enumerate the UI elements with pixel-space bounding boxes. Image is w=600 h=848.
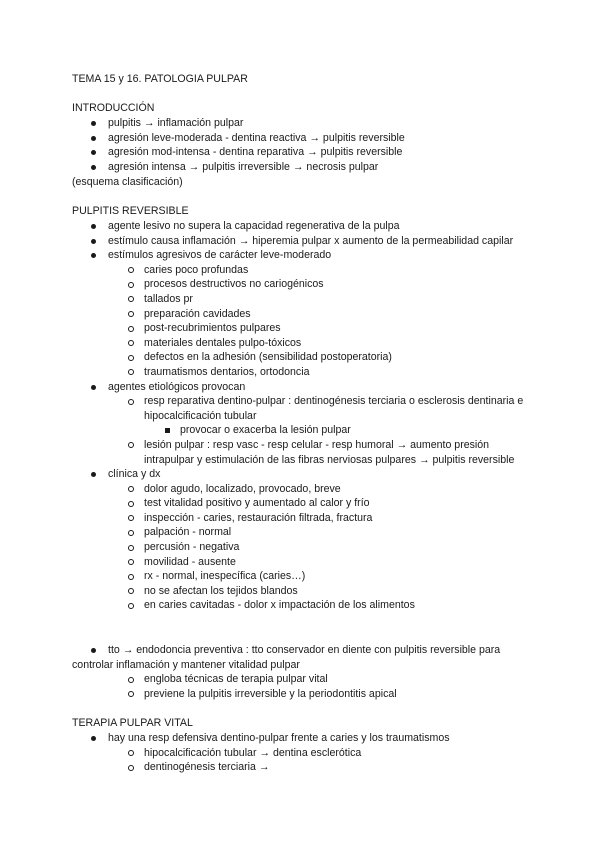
list-item: engloba técnicas de terapia pulpar vital [108,672,552,687]
list-item-label: hay una resp defensiva dentino-pulpar frente a caries y los traumatismos [108,732,450,744]
reversible-heading: PULPITIS REVERSIBLE [72,205,189,217]
list-item: agresión leve-moderada - dentina reactiva → pulpitis reversible [72,131,542,146]
list-item: dentinogénesis terciaria → [108,760,542,775]
list-item: previene la pulpitis irreversible y la periodontitis apical [108,687,552,702]
list-item [72,248,542,379]
etiology-list [108,394,542,467]
list-item [72,467,542,613]
list-item: rx - normal, inespecífica (caries…) [108,569,542,584]
list-item-label: estímulos agresivos de carácter leve-moderado [108,249,332,262]
intro-heading: INTRODUCCIÓN [72,102,155,114]
list-item: caries poco profundas [108,263,542,278]
list-item: inspección - caries, restauración filtrada, fractura [108,511,542,526]
list-item: tallados pr [108,292,542,307]
list-item-label: clínica y dx [108,468,161,481]
list-item: hipocalcificación tubular → dentina esclerótica [108,746,542,761]
list-item: pulpitis → inflamación pulpar [72,116,542,131]
list-item-label: agentes etiológicos provocan [108,380,246,393]
list-item: estímulo causa inflamación → hiperemia pulpar x aumento de la permeabilidad capilar [72,234,542,249]
list-item [108,394,542,438]
list-item [72,380,542,468]
vital-heading: TERAPIA PULPAR VITAL [72,717,193,729]
intro-list [72,116,542,174]
list-item: percusión - negativa [108,540,542,555]
list-item: traumatismos dentarios, ortodoncia [108,365,542,380]
list-item: movilidad - ausente [108,555,542,570]
list-item: agente lesivo no supera la capacidad regenerativa de la pulpa [72,219,542,234]
list-item: agresión intensa → pulpitis irreversible → necrosis pulpar [72,160,542,175]
list-item: lesión pulpar : resp vasc - resp celular - resp humoral → aumento presión intrapulpar y estimulación de las fibras nerviosas pulpares → pulpitis reversible [108,438,542,467]
list-item: defectos en la adhesión (sensibilidad postoperatoria) [108,350,542,365]
list-item: provocar o exacerba la lesión pulpar [144,423,542,438]
list-item: materiales dentales pulpo-tóxicos [108,336,542,351]
list-item: procesos destructivos no cariogénicos [108,277,542,292]
list-item: palpación - normal [108,525,542,540]
list-item: dolor agudo, localizado, provocado, breve [108,482,542,497]
list-item [72,643,552,658]
list-item: no se afectan los tejidos blandos [108,584,542,599]
clinica-list [108,482,542,613]
list-item: en caries cavitadas - dolor x impactación de los alimentos [108,598,542,613]
list-item: test vitalidad positivo y aumentado al calor y frío [108,496,542,511]
bullet-icon [91,648,96,653]
list-item-label: tto → endodoncia preventiva : tto conservador en diente con pulpitis reversible para [108,644,501,656]
tto-item [72,643,552,701]
list-item: preparación cavidades [108,307,542,322]
list-item: agresión mod-intensa - dentina reparativa → pulpitis reversible [72,145,542,160]
list-item: post-recubrimientos pulpares [108,321,542,336]
list-item-label: resp reparativa dentino-pulpar : dentinogénesis terciaria o esclerosis dentinaria e hipocalcificación tubular [144,395,524,422]
stimuli-list [108,263,542,380]
etiology-sublist [144,423,542,438]
vital-list [72,731,542,775]
tto-list [108,672,552,701]
list-item [72,731,542,775]
list-item-continuation: controlar inflamación y mantener vitalidad pulpar [72,658,300,671]
vital-sublist [108,746,542,775]
page-title: TEMA 15 y 16. PATOLOGIA PULPAR [72,73,248,85]
intro-note: (esquema clasificación) [72,176,183,188]
reversible-list [72,219,542,613]
